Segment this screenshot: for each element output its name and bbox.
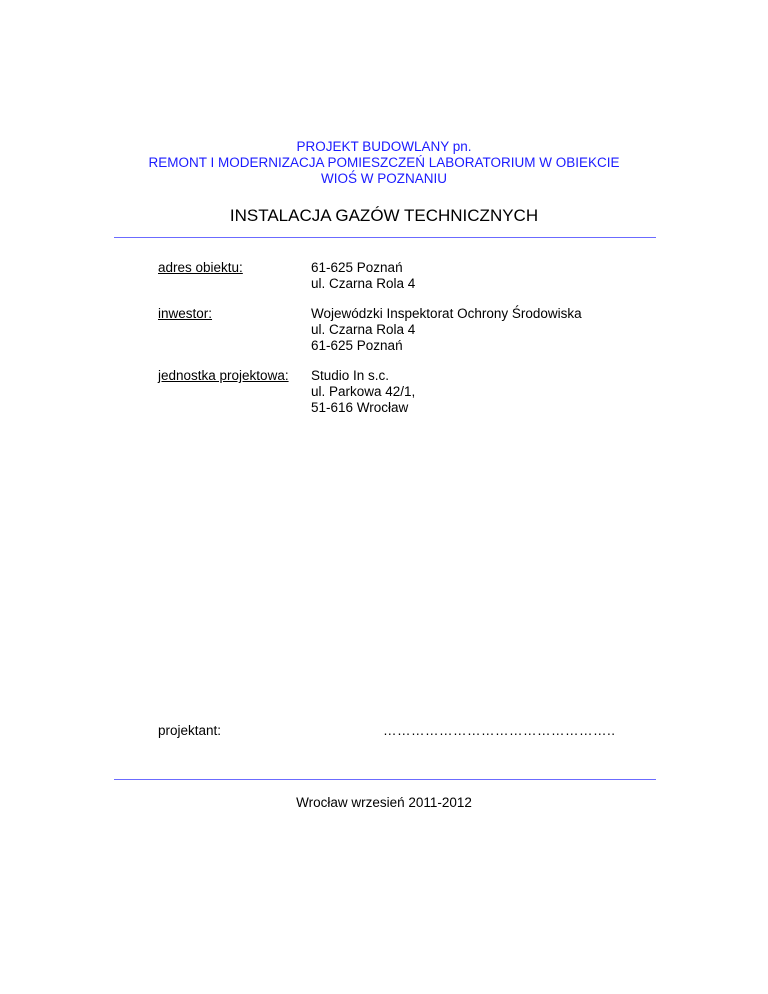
investor-line: 61-625 Poznań <box>311 338 403 353</box>
address-line: ul. Czarna Rola 4 <box>311 276 416 291</box>
investor-line: Wojewódzki Inspektorat Ochrony Środowiska <box>311 306 582 321</box>
bottom-divider <box>114 779 656 780</box>
project-type: PROJEKT BUDOWLANY pn. <box>296 139 472 154</box>
investor-value <box>311 306 582 354</box>
address-line: 61-625 Poznań <box>311 260 403 275</box>
address-value <box>311 260 415 292</box>
signature-placeholder: ………………………………………….. <box>383 723 616 738</box>
design-office-line: Studio In s.c. <box>311 368 390 383</box>
project-header <box>0 139 768 187</box>
design-office-line: ul. Parkowa 42/1, <box>311 384 416 399</box>
top-divider <box>114 237 656 238</box>
investor-label: inwestor: <box>158 306 213 321</box>
project-name-line-1: REMONT I MODERNIZACJA POMIESZCZEŃ LABORATORIUM W OBIEKCIE <box>148 155 620 170</box>
design-office-value <box>311 368 415 416</box>
document-title: INSTALACJA GAZÓW TECHNICZNYCH <box>229 206 539 225</box>
place-and-date: Wrocław wrzesień 2011-2012 <box>296 795 472 810</box>
investor-line: ul. Czarna Rola 4 <box>311 322 416 337</box>
design-office-label: jednostka projektowa: <box>158 368 289 383</box>
design-office-line: 51-616 Wrocław <box>311 400 409 415</box>
address-label: adres obiektu: <box>158 260 243 275</box>
project-name-line-2: WIOŚ W POZNANIU <box>321 171 447 186</box>
designer-label: projektant: <box>158 723 222 738</box>
